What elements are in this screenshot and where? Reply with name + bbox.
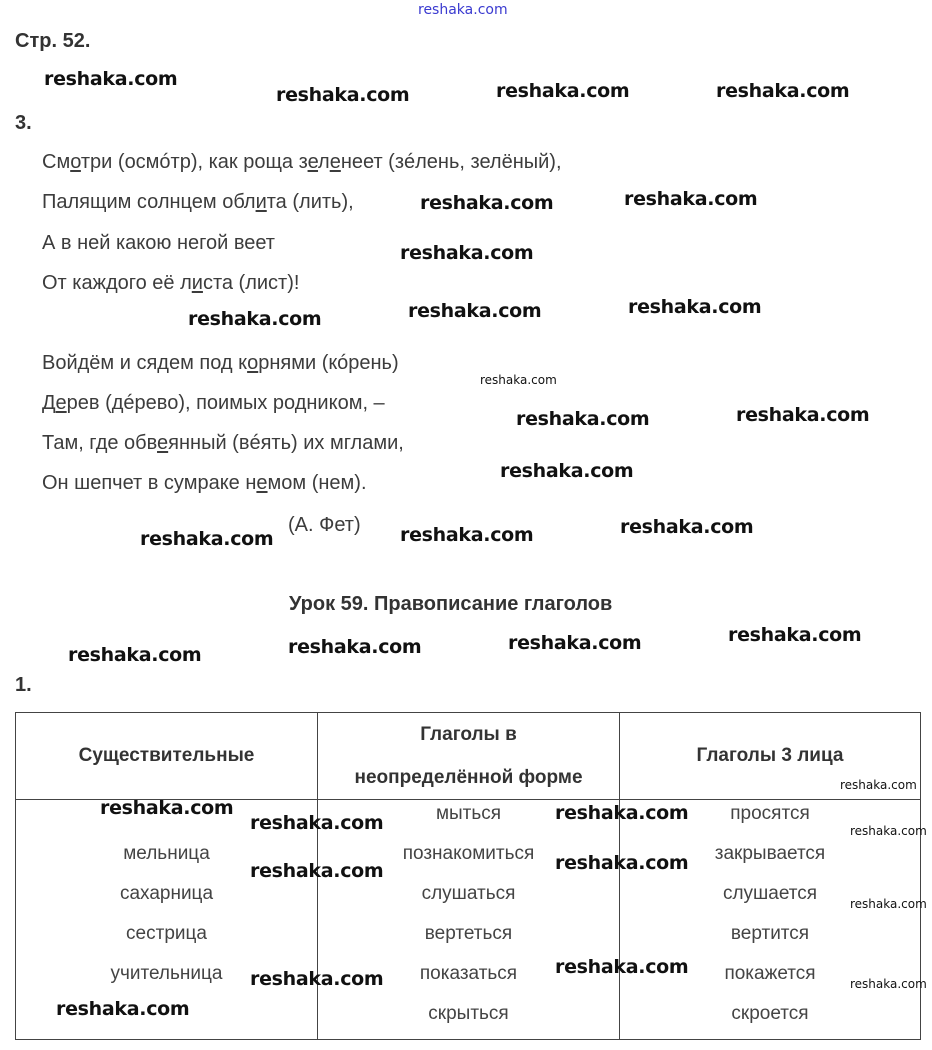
lesson-title: Урок 59. Правописание глаголов bbox=[289, 593, 613, 615]
underlined-letter: е bbox=[256, 472, 268, 494]
watermark: reshaka.com bbox=[250, 812, 384, 834]
text-segment: Д bbox=[42, 392, 56, 414]
header-infinitives-line2: неопределённой форме bbox=[354, 767, 583, 788]
watermark: reshaka.com bbox=[516, 408, 650, 430]
watermark: reshaka.com bbox=[288, 636, 422, 658]
text-segment: л bbox=[318, 151, 330, 173]
underlined-letter: е bbox=[55, 392, 67, 414]
infinitive-item: познакомиться bbox=[402, 843, 535, 864]
verbs-table bbox=[15, 712, 921, 1040]
third-person-item: закрывается bbox=[714, 843, 826, 864]
text-segment: Там, где обв bbox=[42, 432, 158, 454]
poem-author: (А. Фет) bbox=[288, 514, 361, 536]
text-segment: та (лить), bbox=[266, 191, 354, 213]
watermark: reshaka.com bbox=[736, 404, 870, 426]
third-person-item: слушается bbox=[722, 883, 818, 904]
infinitive-item: показаться bbox=[419, 963, 518, 984]
infinitive-item: мыться bbox=[435, 803, 502, 824]
watermark: reshaka.com bbox=[250, 860, 384, 882]
page-label: Стр. 52. bbox=[15, 30, 91, 52]
text-segment: ста (лист)! bbox=[202, 272, 300, 294]
watermark: reshaka.com bbox=[555, 956, 689, 978]
poem-line bbox=[42, 471, 367, 495]
text-segment: рнями (кóрень) bbox=[258, 352, 399, 374]
watermark: reshaka.com bbox=[408, 300, 542, 322]
text-segment: мом (нем). bbox=[267, 472, 367, 494]
watermark-top: reshaka.com bbox=[418, 2, 508, 18]
text-segment: неет (зéлень, зелёный), bbox=[340, 151, 562, 173]
text-segment: См bbox=[42, 151, 71, 173]
header-infinitives-line1: Глаголы в bbox=[420, 724, 517, 745]
watermark: reshaka.com bbox=[555, 852, 689, 874]
poem-line bbox=[42, 431, 404, 455]
watermark: reshaka.com bbox=[188, 308, 322, 330]
text-segment: три (осмóтр), как роща з bbox=[80, 151, 308, 173]
watermark: reshaka.com bbox=[276, 84, 410, 106]
infinitive-item: скрыться bbox=[428, 1003, 509, 1024]
noun-item: учительница bbox=[110, 963, 223, 984]
poem-line bbox=[42, 150, 562, 174]
watermark-small: reshaka.com bbox=[850, 977, 927, 991]
watermark-small: reshaka.com bbox=[850, 897, 927, 911]
watermark: reshaka.com bbox=[56, 998, 190, 1020]
watermark: reshaka.com bbox=[100, 797, 234, 819]
underlined-letter: о bbox=[70, 151, 81, 173]
text-segment: А в ней какою негой веет bbox=[42, 232, 275, 254]
infinitive-item: вертеться bbox=[424, 923, 513, 944]
watermark-small: reshaka.com bbox=[480, 373, 557, 387]
underlined-letter: е bbox=[307, 151, 319, 173]
third-person-item: скроется bbox=[731, 1003, 809, 1024]
exercise-1-number: 1. bbox=[15, 674, 32, 696]
underlined-letter: е bbox=[329, 151, 341, 173]
third-person-item: покажется bbox=[724, 963, 816, 984]
watermark-small: reshaka.com bbox=[850, 824, 927, 838]
header-nouns: Существительные bbox=[16, 713, 318, 800]
text-segment: рев (дéрево), поимых родником, – bbox=[66, 392, 385, 414]
poem-line bbox=[42, 391, 385, 415]
noun-item: сестрица bbox=[126, 923, 207, 944]
noun-item: сахарница bbox=[119, 883, 214, 904]
watermark: reshaka.com bbox=[555, 802, 689, 824]
watermark: reshaka.com bbox=[140, 528, 274, 550]
watermark-small: reshaka.com bbox=[840, 778, 917, 792]
infinitive-item: слушаться bbox=[421, 883, 516, 904]
watermark: reshaka.com bbox=[500, 460, 634, 482]
text-segment: янный (вéять) их мглами, bbox=[168, 432, 404, 454]
poem-line bbox=[42, 190, 354, 214]
watermark: reshaka.com bbox=[44, 68, 178, 90]
text-segment: От каждого её л bbox=[42, 272, 192, 294]
watermark: reshaka.com bbox=[400, 524, 534, 546]
watermark: reshaka.com bbox=[628, 296, 762, 318]
watermark: reshaka.com bbox=[620, 516, 754, 538]
watermark: reshaka.com bbox=[496, 80, 630, 102]
underlined-letter: и bbox=[191, 272, 203, 294]
poem-line bbox=[42, 231, 275, 255]
watermark: reshaka.com bbox=[624, 188, 758, 210]
underlined-letter: о bbox=[247, 352, 259, 374]
watermark: reshaka.com bbox=[68, 644, 202, 666]
text-segment: Войдём и сядем под к bbox=[42, 352, 248, 374]
exercise-3-number: 3. bbox=[15, 112, 32, 134]
text-segment: Он шепчет в сумраке н bbox=[42, 472, 257, 494]
watermark: reshaka.com bbox=[420, 192, 554, 214]
third-person-item: просятся bbox=[730, 803, 810, 824]
text-segment: Палящим солнцем обл bbox=[42, 191, 256, 213]
watermark: reshaka.com bbox=[728, 624, 862, 646]
watermark: reshaka.com bbox=[508, 632, 642, 654]
noun-item: мельница bbox=[123, 843, 210, 864]
watermark: reshaka.com bbox=[250, 968, 384, 990]
poem-line bbox=[42, 351, 399, 375]
underlined-letter: и bbox=[255, 191, 267, 213]
third-person-item: вертится bbox=[730, 923, 810, 944]
underlined-letter: е bbox=[157, 432, 169, 454]
header-infinitives bbox=[318, 713, 620, 800]
poem-line bbox=[42, 271, 299, 295]
header-third-person: Глаголы 3 лица bbox=[620, 713, 921, 800]
watermark: reshaka.com bbox=[716, 80, 850, 102]
watermark: reshaka.com bbox=[400, 242, 534, 264]
